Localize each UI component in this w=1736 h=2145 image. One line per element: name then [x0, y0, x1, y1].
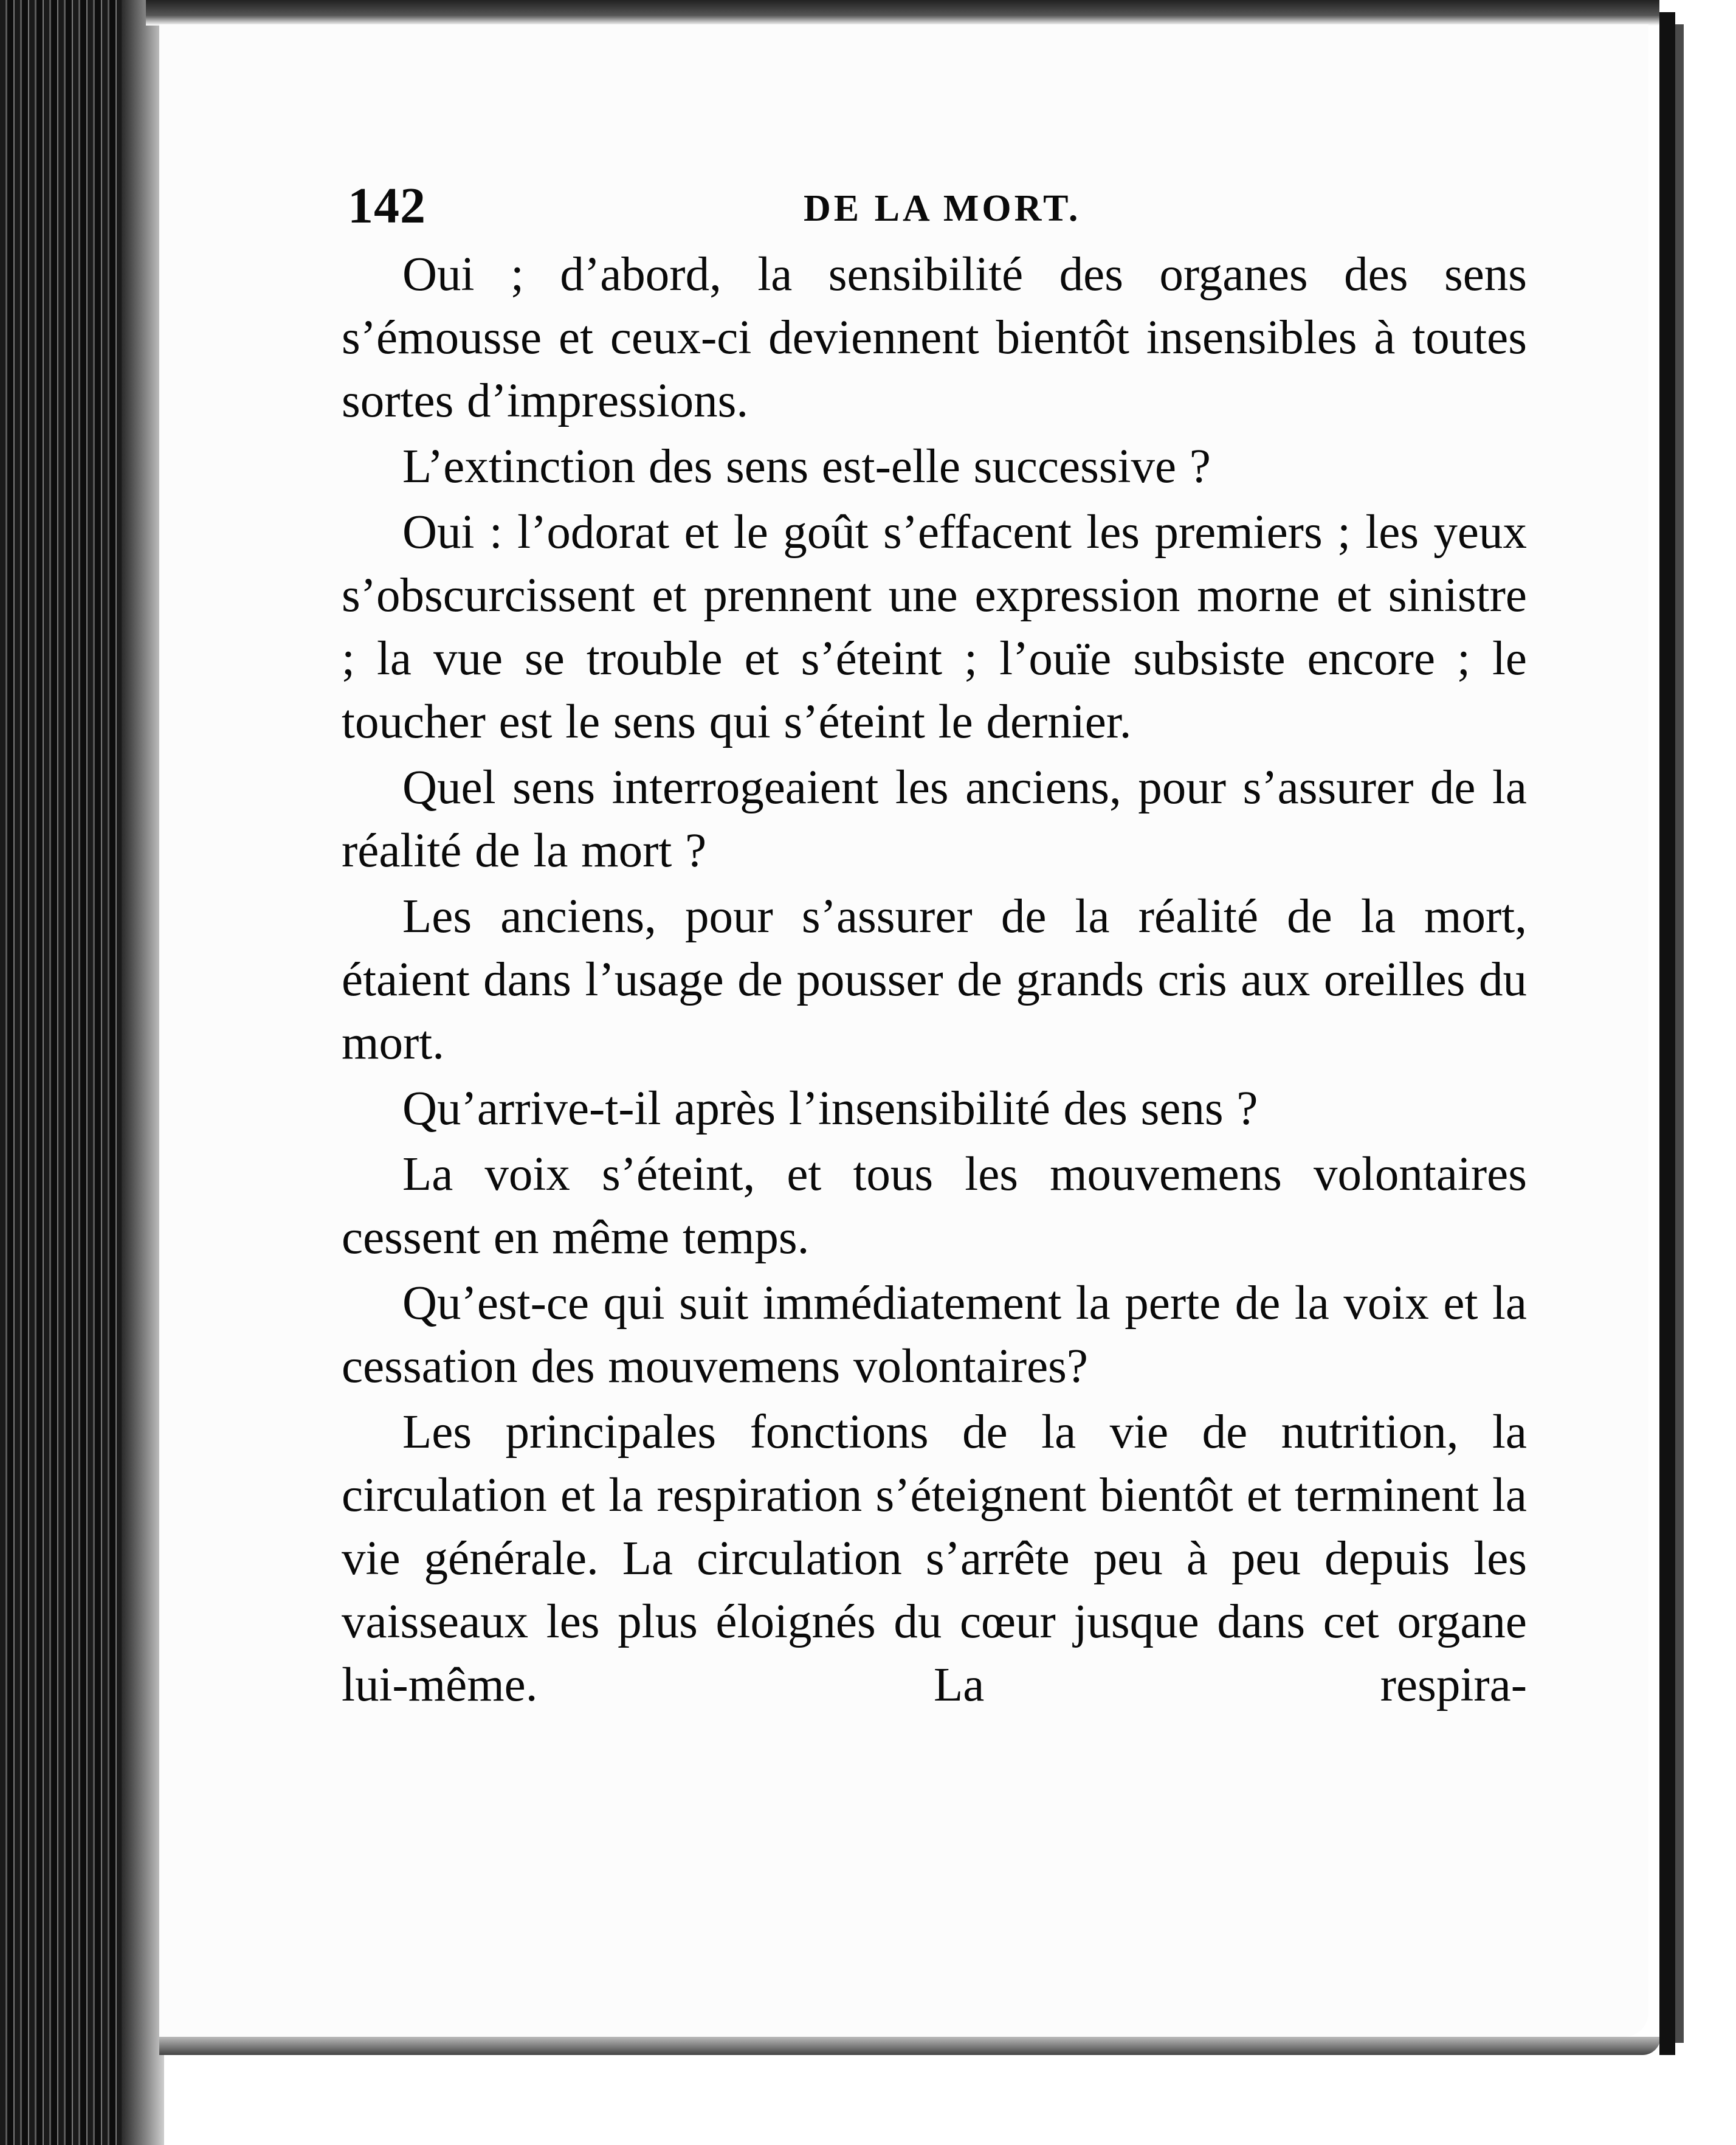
- running-title: DE LA MORT.: [804, 188, 1081, 229]
- question: Qu’est-ce qui suit immédiatement la perte de la voix et la cessation des mouvemens volontaires?: [342, 1277, 1527, 1393]
- paragraph: Oui ; d’abord, la sensibilité des organes des sens s’émousse et ceux-ci deviennent bientôt insensibles à toutes sortes d’impressions.: [342, 248, 1527, 427]
- bottom-page-edge: [159, 2037, 1661, 2055]
- paragraph: Les anciens, pour s’assurer de la réalité de la mort, étaient dans l’usage de pousser de grands cris aux oreilles du mort.: [342, 890, 1527, 1069]
- paragraph: Oui : l’odorat et le goût s’effacent les premiers ; les yeux s’obscurcissent et prennent une expression morne et sinistre ; la vue se trouble et s’éteint ; l’ouïe subsiste encore ; le toucher est le sens qui s’éteint le dernier.: [342, 506, 1527, 748]
- facing-page-shadow: [1675, 24, 1684, 2043]
- paragraph: La voix s’éteint, et tous les mouvemens volontaires cessent en même temps.: [342, 1148, 1527, 1264]
- facing-page-dark-edge: [1659, 12, 1675, 2055]
- question: Qu’arrive-t-il après l’insensibilité des sens ?: [402, 1082, 1258, 1135]
- book-page-edges: [0, 0, 164, 2145]
- question: L’extinction des sens est-elle successive ?: [402, 440, 1211, 493]
- paragraph: Les principales fonctions de la vie de nutrition, la circulation et la respiration s’éteignent bientôt et terminent la vie générale. La circulation s’arrête peu à peu depuis les vaisseaux les plus éloignés du cœur jusque dans cet organe lui-même. La respira-: [342, 1406, 1527, 1712]
- top-shadow: [146, 0, 1736, 26]
- question: Quel sens interrogeaient les anciens, pour s’assurer de la réalité de la mort ?: [342, 761, 1527, 877]
- facing-page-edge: [1659, 0, 1736, 2145]
- running-head: [342, 164, 1527, 243]
- page-text: [342, 164, 1527, 1719]
- page-number: 142: [348, 178, 426, 234]
